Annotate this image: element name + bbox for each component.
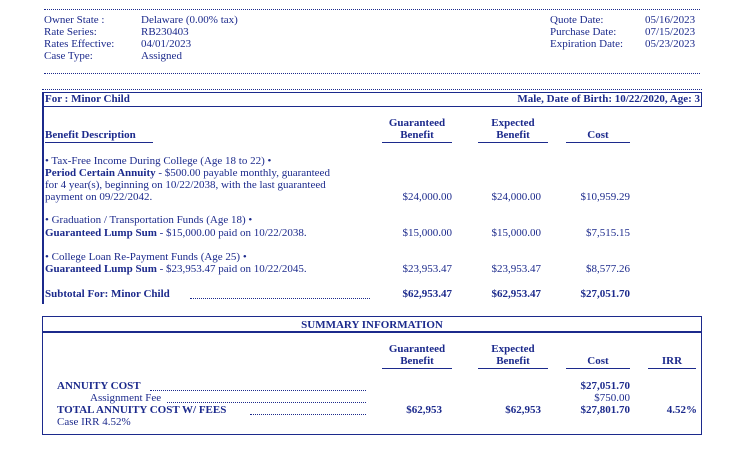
case-irr: Case IRR 4.52% [57,416,131,428]
purchase-date-label: Purchase Date: [550,26,617,38]
quote-date-value: 05/16/2023 [645,14,696,26]
expected-benefit-header [478,117,548,141]
benefit-type: Guaranteed Lump Sum [45,227,157,239]
rate-series-label: Rate Series: [44,26,97,38]
benefit-guaranteed: $15,000.00 [402,227,452,239]
benefit-detail-line2: for 4 year(s), beginning on 10/22/2038, with the last guaranteed [45,179,326,191]
assignment-fee-label: Assignment Fee [90,392,162,404]
benefit-guaranteed: $23,953.47 [402,263,452,275]
expiration-date-label: Expiration Date: [550,38,624,50]
benefit-expected: $24,000.00 [491,191,541,203]
rates-effective-label: Rates Effective: [44,38,115,50]
summary-cost-underline [566,368,630,369]
case-type-value: Assigned [141,50,182,62]
expected-header-underline [478,142,548,143]
summary-guaranteed-line2: Benefit [400,355,434,367]
benefit-description-header: Benefit Description [45,129,136,141]
expected-header-line2: Benefit [496,129,530,141]
benefit-title: • College Loan Re-Payment Funds (Age 25) • [45,251,247,263]
minor-child-demographics: Male, Date of Birth: 10/22/2020, Age: 3 [517,93,700,105]
annuity-cost-value: $27,051.70 [580,380,630,392]
benefit-detail-text: - $15,000.00 paid on 10/22/2038. [156,227,307,239]
benefit-type: Guaranteed Lump Sum [45,263,157,275]
benefit-description-underline [45,142,153,143]
owner-state-label: Owner State : [44,14,105,26]
top-rule [44,9,700,10]
cost-header-underline [566,142,630,143]
guaranteed-header-line1: Guaranteed [388,117,446,129]
summary-guaranteed-underline [382,368,452,369]
summary-title: SUMMARY INFORMATION [301,319,443,331]
total-guaranteed: $62,953 [406,404,442,416]
benefit-detail [45,167,330,179]
benefit-cost: $8,577.26 [586,263,630,275]
summary-box [42,316,702,435]
banner-left-edge [42,92,44,304]
total-cost-label: TOTAL ANNUITY COST W/ FEES [57,404,227,416]
subtotal-leader [190,298,370,299]
annuity-cost-leader [150,390,366,391]
summary-irr-header: IRR [661,355,683,367]
purchase-date-value: 07/15/2023 [645,26,696,38]
benefit-type: Period Certain Annuity [45,167,156,179]
benefit-guaranteed: $24,000.00 [402,191,452,203]
subtotal-cost: $27,051.70 [580,288,630,300]
summary-guaranteed-header [382,343,452,367]
annuity-cost-label: ANNUITY COST [57,380,141,392]
benefit-cost: $7,515.15 [586,227,630,239]
summary-guaranteed-line1: Guaranteed [388,343,446,355]
summary-irr-underline [648,368,696,369]
total-irr-value: 4.52% [666,404,697,416]
benefit-detail-line3: payment on 09/22/2042. [45,191,153,203]
benefit-detail-text: - $500.00 payable monthly, guaranteed [155,167,330,179]
benefit-title: • Graduation / Transportation Funds (Age 18) • [45,214,253,226]
total-cost-leader [250,414,366,415]
benefit-detail [45,263,307,275]
case-type-label: Case Type: [44,50,93,62]
expected-header-line1: Expected [491,117,535,129]
subtotal-expected: $62,953.47 [491,288,541,300]
summary-expected-header [478,343,548,367]
subtotal-guaranteed: $62,953.47 [402,288,452,300]
expiration-date-value: 05/23/2023 [645,38,696,50]
benefit-expected: $23,953.47 [491,263,541,275]
header-bottom-rule [44,73,700,74]
summary-expected-underline [478,368,548,369]
subtotal-label: Subtotal For: Minor Child [45,288,170,300]
minor-child-title: For : Minor Child [45,93,130,105]
quote-date-label: Quote Date: [550,14,604,26]
benefit-detail [45,227,307,239]
rate-series-value: RB230403 [141,26,189,38]
total-expected: $62,953 [505,404,541,416]
summary-expected-line1: Expected [491,343,535,355]
benefit-detail-text: - $23,953.47 paid on 10/22/2045. [156,263,307,275]
owner-state-value: Delaware (0.00% tax) [141,14,238,26]
benefit-cost: $10,959.29 [580,191,630,203]
guaranteed-header-underline [382,142,452,143]
benefit-title: • Tax-Free Income During College (Age 18 to 22) • [45,155,272,167]
guaranteed-benefit-header [382,117,452,141]
benefit-expected: $15,000.00 [491,227,541,239]
minor-child-top-rule [42,89,702,90]
summary-expected-line2: Benefit [496,355,530,367]
total-cost-value: $27,801.70 [580,404,630,416]
guaranteed-header-line2: Benefit [400,129,434,141]
summary-title-divider [42,331,702,333]
assignment-fee-leader [167,402,366,403]
summary-cost-header: Cost [587,355,609,367]
cost-header: Cost [587,129,609,141]
assignment-fee-value: $750.00 [594,392,630,404]
rates-effective-value: 04/01/2023 [141,38,192,50]
